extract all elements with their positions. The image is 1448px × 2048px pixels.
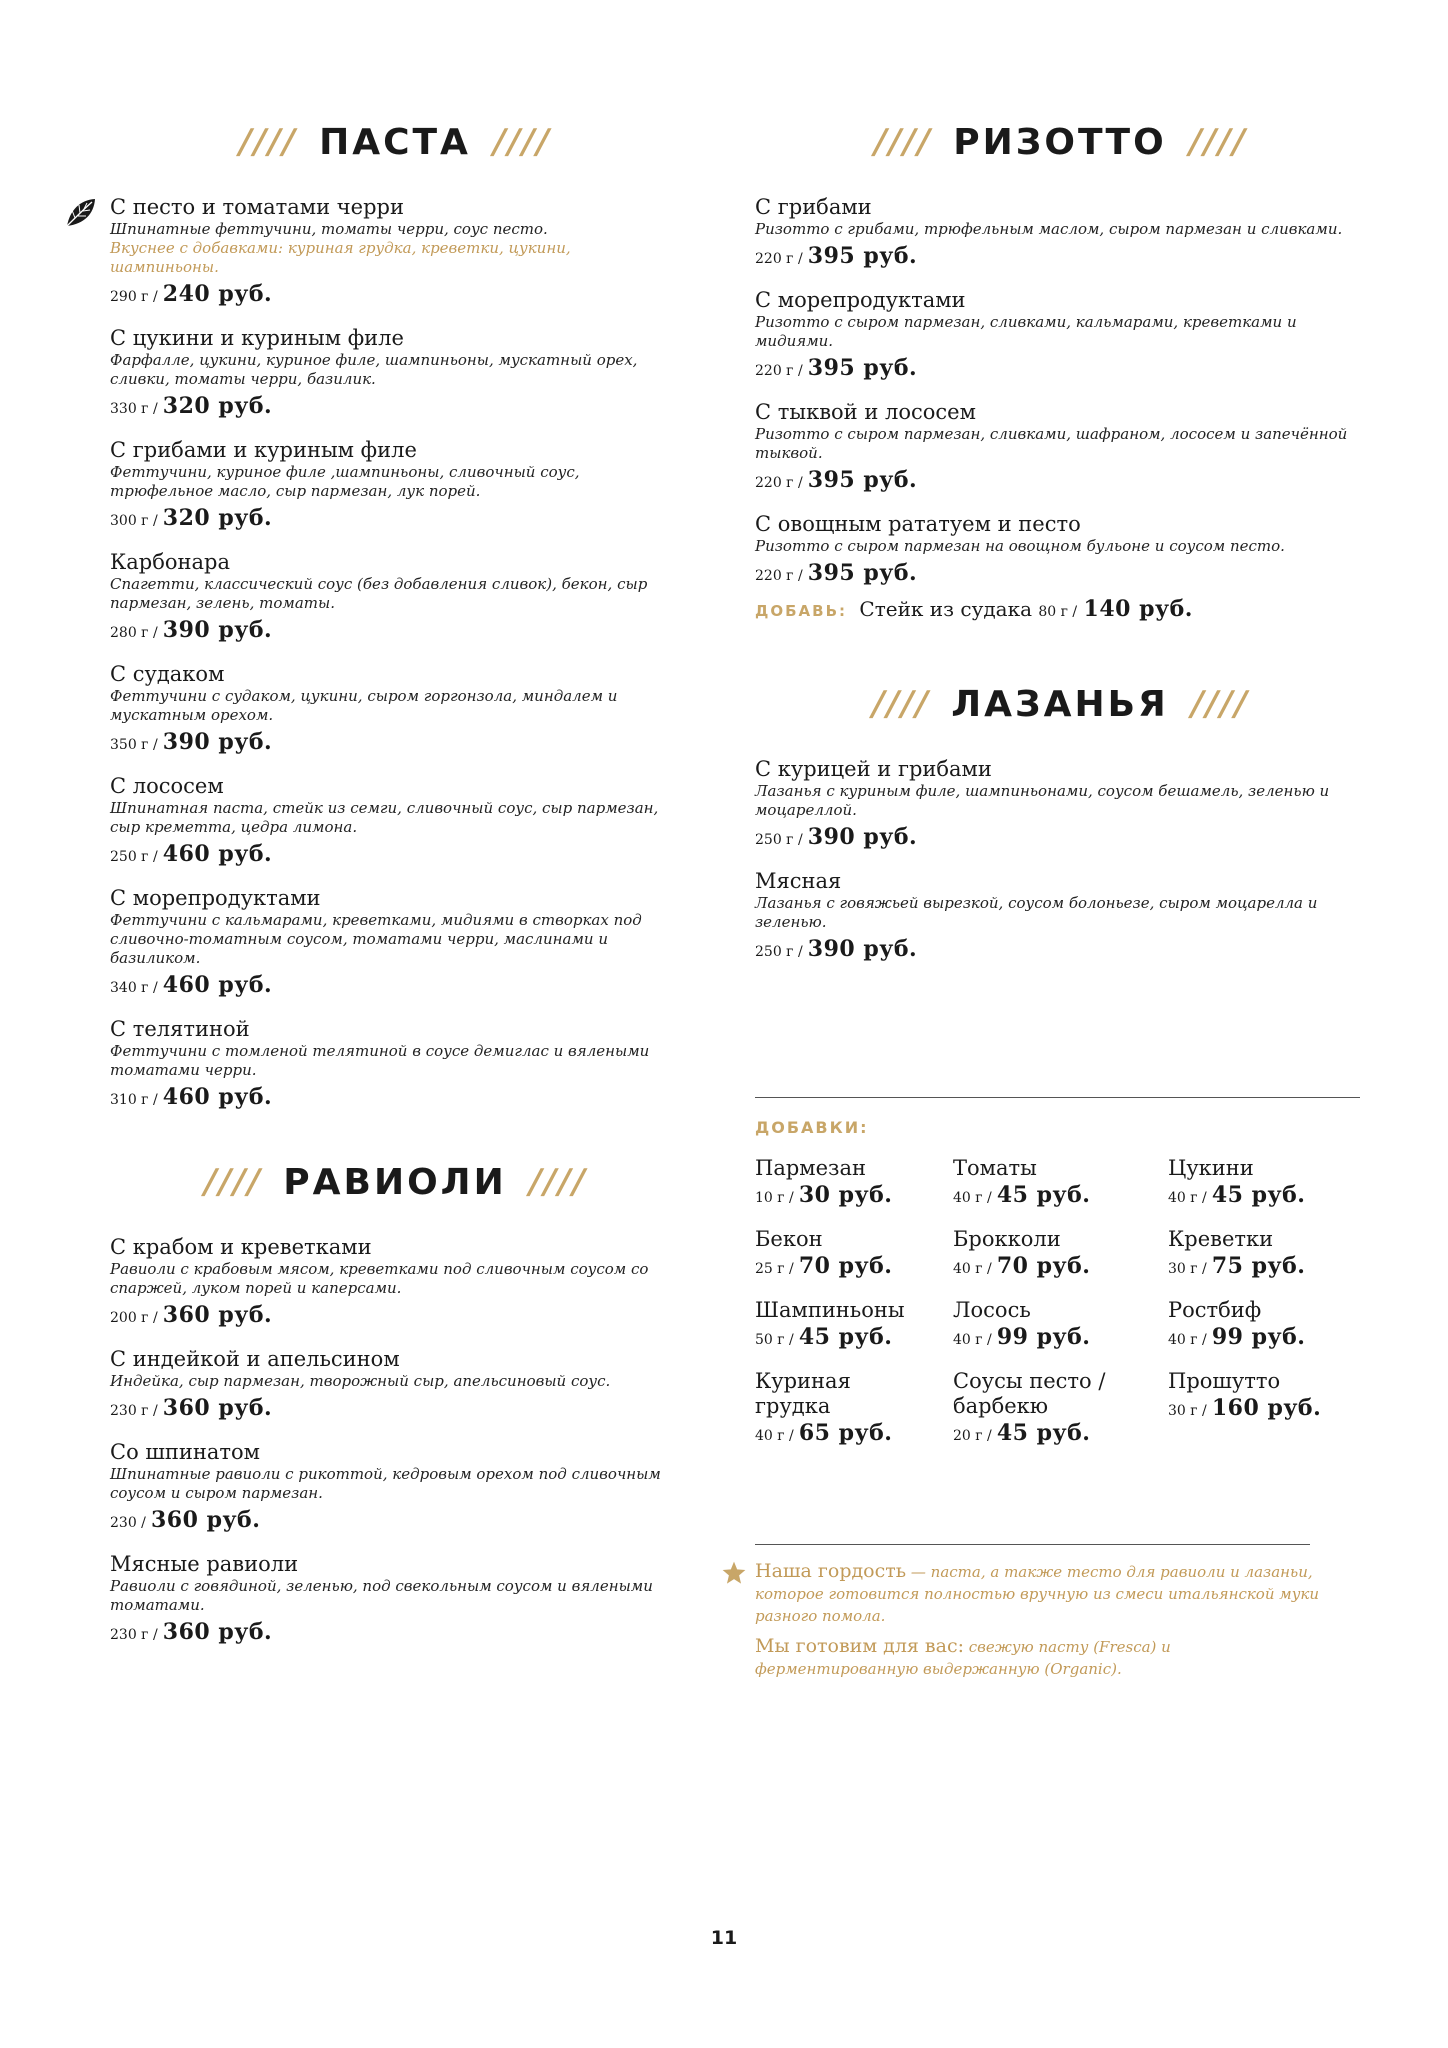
hatch-decoration: ////	[235, 122, 302, 162]
item-price-line	[110, 280, 680, 311]
addon-text: Стейк из судака	[859, 597, 1033, 621]
extra-price-line	[1168, 1252, 1368, 1283]
item-price: 395 руб.	[807, 467, 918, 493]
item-description: Лазанья с говяжьей вырезкой, соусом болоньезе, сыром моцарелла и зеленью.	[755, 894, 1318, 931]
extra-weight: 40 г /	[953, 1190, 992, 1206]
extra-price-line	[953, 1323, 1153, 1354]
extra-price-line	[1168, 1323, 1368, 1354]
item-suggestion: Вкуснее с добавками: куриная грудка, креветки, цукини, шампиньоны.	[110, 239, 571, 276]
menu-item	[755, 194, 1365, 273]
item-weight: 220 г /	[755, 251, 803, 267]
item-price-line	[110, 1083, 680, 1114]
extra-price: 70 руб.	[798, 1253, 893, 1279]
risotto-header	[755, 118, 1365, 166]
item-name: С грибами	[755, 195, 872, 219]
extra-name: Шампиньоны	[755, 1298, 905, 1322]
item-description: Феттучини, куриное филе ,шампиньоны, сливочный соус, трюфельное масло, сыр пармезан, лук порей.	[110, 463, 580, 500]
note-paragraph	[755, 1560, 1325, 1627]
extra-price: 45 руб.	[798, 1324, 893, 1350]
page-number: 11	[710, 1927, 738, 1949]
pasta-header	[110, 118, 680, 166]
item-name: С индейкой и апельсином	[110, 1347, 400, 1371]
extra-item	[1168, 1156, 1368, 1212]
pride-note	[755, 1560, 1325, 1688]
note-text: — паста, а также тесто для равиоли и лазаньи, которое готовится полностью вручную из смеси итальянской муки разного помола.	[755, 1563, 1320, 1625]
item-description: Феттучини с томленой телятиной в соусе демиглас и вялеными томатами черри.	[110, 1042, 650, 1079]
extra-name: Пармезан	[755, 1156, 867, 1180]
extra-price: 75 руб.	[1211, 1253, 1306, 1279]
hatch-decoration: ////	[199, 1162, 266, 1202]
item-weight: 340 г /	[110, 980, 158, 996]
menu-item	[755, 511, 1365, 590]
extra-weight: 30 г /	[1168, 1403, 1207, 1419]
extra-price: 30 руб.	[798, 1182, 893, 1208]
item-price-line	[755, 823, 1365, 854]
extra-name: Лосось	[953, 1298, 1031, 1322]
note-text: свежую пасту (Fresca) и ферментированную выдержанную (Organic).	[755, 1638, 1171, 1678]
item-weight: 310 г /	[110, 1092, 158, 1108]
item-price: 360 руб.	[162, 1395, 273, 1421]
extras-title: ДОБАВКИ:	[755, 1118, 869, 1137]
extra-item	[953, 1227, 1153, 1283]
addon-price: 140 руб.	[1083, 596, 1193, 622]
extra-item	[1168, 1227, 1368, 1283]
item-description: Лазанья с куриным филе, шампиньонами, соусом бешамель, зеленью и моцареллой.	[755, 782, 1330, 819]
menu-item	[110, 325, 680, 423]
item-name: Мясные равиоли	[110, 1552, 299, 1576]
item-price: 390 руб.	[807, 936, 918, 962]
item-price-line	[755, 242, 1365, 273]
note-bold: Мы готовим для вас:	[755, 1635, 964, 1657]
risotto-addon	[755, 596, 1365, 622]
extra-name: Томаты	[953, 1156, 1037, 1180]
item-description: Равиоли с говядиной, зеленью, под свекольным соусом и вялеными томатами.	[110, 1577, 653, 1614]
item-price: 460 руб.	[162, 841, 273, 867]
item-name: Со шпинатом	[110, 1440, 261, 1464]
addon-weight: 80 г /	[1038, 604, 1078, 620]
extra-item	[1168, 1369, 1368, 1425]
item-weight: 250 г /	[110, 849, 158, 865]
menu-item	[110, 1234, 680, 1332]
item-weight: 230 /	[110, 1515, 146, 1531]
extra-name: Куриная грудка	[755, 1369, 851, 1418]
item-price: 320 руб.	[162, 393, 273, 419]
item-description: Индейка, сыр пармезан, творожный сыр, апельсиновый соус.	[110, 1372, 611, 1390]
item-description: Спагетти, классический соус (без добавления сливок), бекон, сыр пармезан, зелень, томаты.	[110, 575, 648, 612]
item-price-line	[110, 1394, 680, 1425]
star-icon	[721, 1560, 747, 1586]
item-price: 360 руб.	[150, 1507, 261, 1533]
item-price: 320 руб.	[162, 505, 273, 531]
menu-item	[755, 868, 1365, 966]
extra-price: 65 руб.	[798, 1420, 893, 1446]
item-price-line	[110, 1618, 680, 1649]
hatch-decoration: ////	[1186, 684, 1253, 724]
item-description: Шпинатная паста, стейк из семги, сливочный соус, сыр пармезан, сыр креметта, цедра лимона.	[110, 799, 659, 836]
item-name: Карбонара	[110, 550, 230, 574]
extra-item	[953, 1369, 1128, 1450]
extra-price: 45 руб.	[996, 1420, 1091, 1446]
extra-weight: 40 г /	[953, 1261, 992, 1277]
extra-weight: 50 г /	[755, 1332, 794, 1348]
extra-item	[755, 1298, 955, 1354]
menu-item	[755, 399, 1365, 497]
menu-item	[110, 437, 680, 535]
item-price-line	[110, 392, 680, 423]
item-price-line	[110, 1301, 680, 1332]
menu-item	[110, 773, 680, 871]
item-description: Равиоли с крабовым мясом, креветками под сливочным соусом со спаржей, луком порей и каперсами.	[110, 1260, 649, 1297]
extra-item	[953, 1298, 1153, 1354]
item-price: 395 руб.	[807, 243, 918, 269]
extra-name: Ростбиф	[1168, 1298, 1262, 1322]
item-name: С песто и томатами черри	[110, 195, 404, 219]
item-name: С телятиной	[110, 1017, 250, 1041]
right-column	[755, 118, 1365, 980]
menu-item	[110, 549, 680, 647]
item-name: С цукини и куриным филе	[110, 326, 404, 350]
extra-weight: 40 г /	[1168, 1332, 1207, 1348]
item-weight: 250 г /	[755, 832, 803, 848]
extra-price: 70 руб.	[996, 1253, 1091, 1279]
extra-weight: 40 г /	[953, 1332, 992, 1348]
item-price: 360 руб.	[162, 1302, 273, 1328]
extra-price-line	[755, 1419, 895, 1450]
note-paragraph	[755, 1635, 1325, 1680]
extra-price-line	[953, 1252, 1153, 1283]
divider	[755, 1097, 1360, 1098]
item-weight: 290 г /	[110, 289, 158, 305]
menu-item	[110, 661, 680, 759]
item-price-line	[755, 559, 1365, 590]
extra-price: 99 руб.	[996, 1324, 1091, 1350]
item-price: 395 руб.	[807, 560, 918, 586]
item-description: Ризотто с грибами, трюфельным маслом, сыром пармезан и сливками.	[755, 220, 1343, 238]
item-price: 360 руб.	[162, 1619, 273, 1645]
lasagna-header	[755, 680, 1365, 728]
menu-item	[110, 1439, 680, 1537]
item-weight: 350 г /	[110, 737, 158, 753]
extra-weight: 10 г /	[755, 1190, 794, 1206]
extra-weight: 20 г /	[953, 1428, 992, 1444]
item-price: 460 руб.	[162, 1084, 273, 1110]
extra-price: 160 руб.	[1211, 1395, 1322, 1421]
extra-name: Цукини	[1168, 1156, 1254, 1180]
item-weight: 250 г /	[755, 944, 803, 960]
note-bold: Наша гордость	[755, 1560, 907, 1582]
divider	[755, 1544, 1310, 1545]
item-description: Феттучини с кальмарами, креветками, мидиями в створках под сливочно-томатным соусом, томатами черри, маслинами и базиликом.	[110, 911, 642, 967]
item-weight: 220 г /	[755, 475, 803, 491]
extra-name: Соусы песто / барбекю	[953, 1369, 1106, 1418]
item-price-line	[110, 504, 680, 535]
extra-name: Бекон	[755, 1227, 823, 1251]
menu-item	[110, 1551, 680, 1649]
item-price-line	[755, 466, 1365, 497]
menu-item	[755, 287, 1365, 385]
item-description: Шпинатные феттучини, томаты черри, соус песто.	[110, 220, 548, 238]
extra-name: Брокколи	[953, 1227, 1061, 1251]
extra-item	[953, 1156, 1153, 1212]
menu-item	[755, 756, 1365, 854]
item-name: С тыквой и лососем	[755, 400, 976, 424]
item-price-line	[110, 971, 680, 1002]
item-price-line	[110, 840, 680, 871]
left-column	[110, 118, 680, 1663]
menu-item	[110, 1346, 680, 1425]
item-description: Фарфалле, цукини, куриное филе, шампиньоны, мускатный орех, сливки, томаты черри, базилик.	[110, 351, 638, 388]
item-weight: 220 г /	[755, 568, 803, 584]
item-name: Мясная	[755, 869, 842, 893]
item-description: Шпинатные равиоли с рикоттой, кедровым орехом под сливочным соусом и сыром пармезан.	[110, 1465, 661, 1502]
extra-price: 45 руб.	[1211, 1182, 1306, 1208]
item-description: Ризотто с сыром пармезан, сливками, шафраном, лососем и запечённой тыквой.	[755, 425, 1348, 462]
item-weight: 220 г /	[755, 363, 803, 379]
item-weight: 230 г /	[110, 1403, 158, 1419]
menu-item	[110, 1016, 680, 1114]
pasta-title: ПАСТА	[319, 121, 471, 163]
item-weight: 300 г /	[110, 513, 158, 529]
extra-name: Прошутто	[1168, 1369, 1281, 1393]
basil-leaf-icon	[64, 196, 98, 230]
extra-price-line	[953, 1419, 1128, 1450]
item-weight: 230 г /	[110, 1627, 158, 1643]
hatch-decoration: ////	[1184, 122, 1251, 162]
hatch-decoration: ////	[488, 122, 555, 162]
item-name: С овощным рататуем и песто	[755, 512, 1081, 536]
item-price: 390 руб.	[162, 617, 273, 643]
extra-weight: 25 г /	[755, 1261, 794, 1277]
hatch-decoration: ////	[524, 1162, 591, 1202]
item-name: С морепродуктами	[755, 288, 966, 312]
ravioli-header	[110, 1158, 680, 1206]
ravioli-title: РАВИОЛИ	[283, 1161, 507, 1203]
item-price: 395 руб.	[807, 355, 918, 381]
extra-price-line	[953, 1181, 1153, 1212]
extra-item	[755, 1227, 955, 1283]
item-description: Ризотто с сыром пармезан, сливками, кальмарами, креветками и мидиями.	[755, 313, 1297, 350]
extra-price-line	[755, 1181, 955, 1212]
item-price-line	[110, 1506, 680, 1537]
item-price: 390 руб.	[162, 729, 273, 755]
extra-item	[755, 1156, 955, 1212]
item-name: С крабом и креветками	[110, 1235, 372, 1259]
extra-price: 99 руб.	[1211, 1324, 1306, 1350]
menu-item	[110, 194, 680, 311]
addon-label: ДОБАВЬ:	[755, 602, 848, 620]
item-price: 390 руб.	[807, 824, 918, 850]
item-name: С морепродуктами	[110, 886, 321, 910]
extra-price-line	[755, 1323, 955, 1354]
item-price: 460 руб.	[162, 972, 273, 998]
extra-name: Креветки	[1168, 1227, 1274, 1251]
item-name: С курицей и грибами	[755, 757, 992, 781]
lasagna-title: ЛАЗАНЬЯ	[951, 683, 1169, 725]
extra-price-line	[1168, 1181, 1368, 1212]
extra-price: 45 руб.	[996, 1182, 1091, 1208]
item-price-line	[110, 616, 680, 647]
risotto-title: РИЗОТТО	[953, 121, 1167, 163]
item-price-line	[755, 935, 1365, 966]
item-price-line	[110, 728, 680, 759]
item-price: 240 руб.	[162, 281, 273, 307]
extra-weight: 40 г /	[755, 1428, 794, 1444]
hatch-decoration: ////	[869, 122, 936, 162]
item-price-line	[755, 354, 1365, 385]
item-description: Ризотто с сыром пармезан на овощном бульоне и соусом песто.	[755, 537, 1285, 555]
item-weight: 330 г /	[110, 401, 158, 417]
extra-item	[1168, 1298, 1368, 1354]
item-name: С судаком	[110, 662, 225, 686]
hatch-decoration: ////	[867, 684, 934, 724]
extra-weight: 30 г /	[1168, 1261, 1207, 1277]
extra-weight: 40 г /	[1168, 1190, 1207, 1206]
extra-item	[755, 1369, 895, 1450]
item-weight: 280 г /	[110, 625, 158, 641]
item-weight: 200 г /	[110, 1310, 158, 1326]
item-name: С грибами и куриным филе	[110, 438, 417, 462]
extra-price-line	[1168, 1394, 1368, 1425]
extra-price-line	[755, 1252, 955, 1283]
item-description: Феттучини с судаком, цукини, сыром горгонзола, миндалем и мускатным орехом.	[110, 687, 618, 724]
item-name: С лососем	[110, 774, 224, 798]
menu-item	[110, 885, 680, 1002]
